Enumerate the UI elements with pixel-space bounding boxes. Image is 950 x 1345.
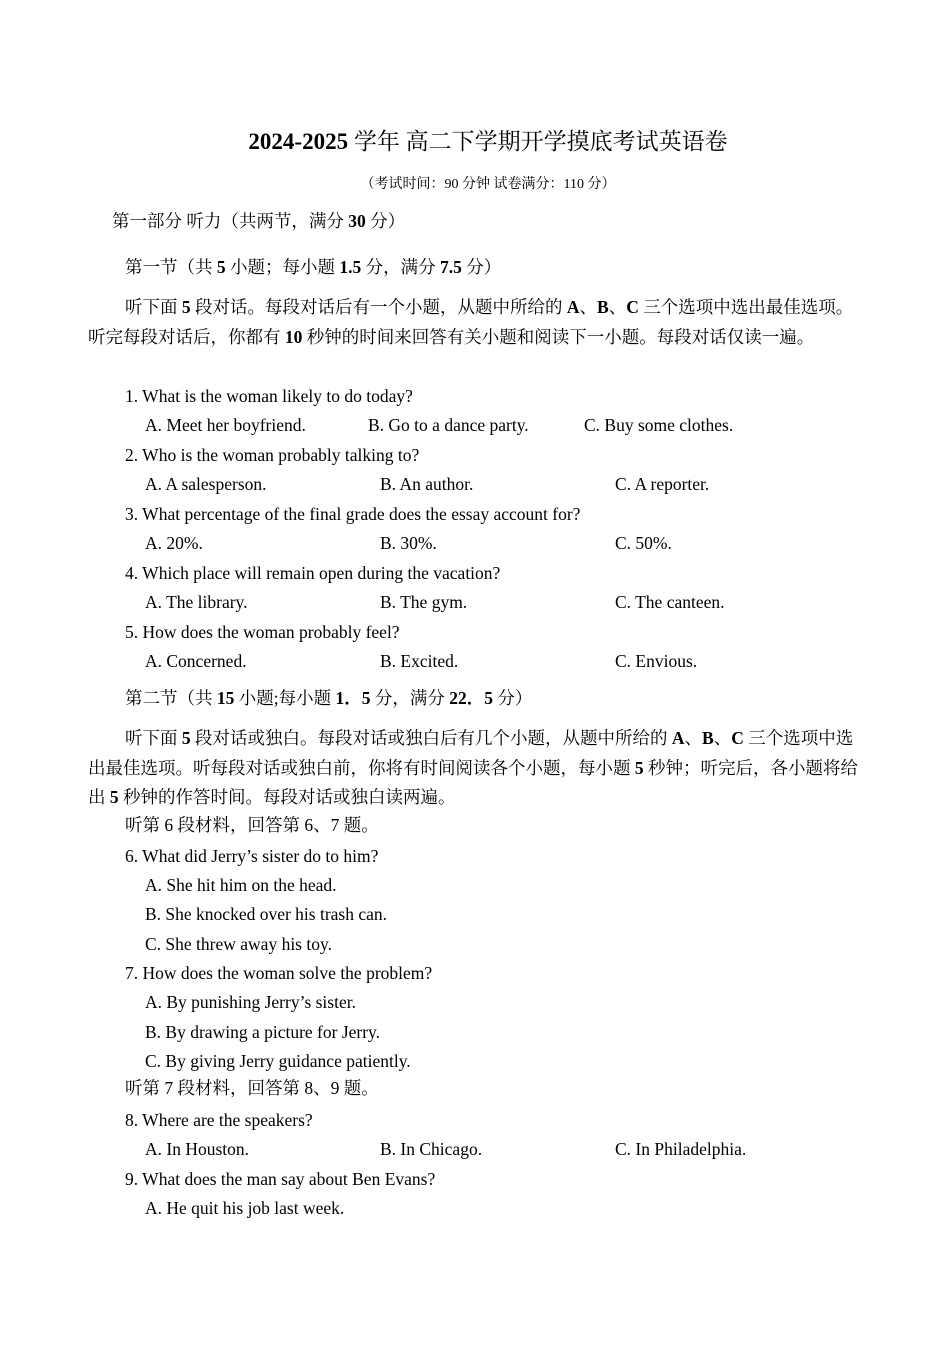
q3-option-b: B. 30%.	[380, 533, 437, 553]
s1-h-b: 小题；每小题	[225, 257, 340, 277]
s2-i12: 5	[109, 787, 119, 807]
part1-score: 30	[348, 211, 366, 231]
s1-h-a: 第一节（共	[125, 257, 217, 277]
s2-each: 1．5	[335, 688, 371, 708]
q2-option-b: B. An author.	[380, 474, 474, 494]
q6-option-c: C. She threw away his toy.	[145, 934, 332, 954]
s2-i10: 5	[634, 757, 644, 778]
group-6-instruction: 听第 6 段材料，回答第 6、7 题。	[125, 815, 379, 835]
s2-i6: B	[702, 728, 714, 748]
s1-each: 1.5	[339, 257, 362, 277]
s1-i6: B	[597, 297, 609, 317]
s2-i3: 段对话或独白。每段对话或独白后有几个小题，从题中所给的	[190, 728, 672, 748]
question-5: 5. How does the woman probably feel?	[125, 622, 400, 642]
s1-i9: 三个选项中选出最佳选项。听完每段对话后，你都有	[88, 297, 854, 347]
q5-option-a: A. Concerned.	[145, 651, 247, 671]
q7-option-a: A. By punishing Jerry’s sister.	[145, 992, 356, 1012]
q4-option-c: C. The canteen.	[615, 592, 725, 612]
s2-h-a: 第二节（共	[125, 688, 217, 708]
s2-i7: 、	[713, 728, 732, 748]
part1-heading-text: 第一部分 听力（共两节，满分	[112, 211, 349, 231]
q1-option-c: C. Buy some clothes.	[584, 415, 734, 435]
part1-heading-end: 分）	[365, 211, 406, 231]
s2-i4: A	[671, 728, 685, 748]
s2-h-b: 小题;每小题	[234, 688, 336, 708]
title-year: 2024-2025	[248, 129, 349, 154]
s2-i1: 听下面	[125, 728, 182, 748]
s2-i5: 、	[684, 728, 703, 748]
s1-h-c: 分，满分	[361, 257, 440, 277]
question-9: 9. What does the man say about Ben Evans?	[125, 1169, 436, 1189]
q2-option-c: C. A reporter.	[615, 474, 710, 494]
s1-i2: 5	[181, 297, 191, 317]
s2-i13: 秒钟的作答时间。每段对话或独白读两遍。	[118, 787, 456, 807]
section2-instructions	[88, 724, 868, 813]
q6-option-b: B. She knocked over his trash can.	[145, 904, 388, 924]
q5-option-c: C. Envious.	[615, 651, 698, 671]
s2-count: 15	[216, 688, 235, 708]
q8-option-c: C. In Philadelphia.	[615, 1139, 747, 1159]
section1-heading	[125, 256, 501, 278]
s1-i8: C	[626, 297, 639, 317]
question-3: 3. What percentage of the final grade does the essay account for?	[125, 504, 581, 524]
section1-instructions	[88, 293, 868, 352]
question-7: 7. How does the woman solve the problem?	[125, 963, 433, 983]
s2-h-c: 分，满分	[370, 688, 450, 708]
s2-h-d: 分）	[493, 688, 533, 708]
q8-option-b: B. In Chicago.	[380, 1139, 483, 1159]
q9-option-a: A. He quit his job last week.	[145, 1198, 345, 1218]
q3-option-a: A. 20%.	[145, 533, 203, 553]
s2-i9: 三个选项中选出最佳选项。听每段对话或独白前，你将有时间阅读各个小题，每小题	[88, 728, 854, 778]
s2-i8: C	[731, 728, 744, 748]
s1-i3: 段对话。每段对话后有一个小题，从题中所给的	[190, 297, 567, 317]
s2-total: 22．5	[449, 688, 493, 708]
q3-option-c: C. 50%.	[615, 533, 672, 553]
s1-i4: A	[566, 297, 580, 317]
question-2: 2. Who is the woman probably talking to?	[125, 445, 420, 465]
q6-option-a: A. She hit him on the head.	[145, 875, 337, 895]
s1-i7: 、	[608, 297, 627, 317]
s1-i1: 听下面	[125, 297, 182, 317]
title-text: 学年 高二下学期开学摸底考试英语卷	[353, 129, 728, 154]
exam-info: （考试时间：90 分钟 试卷满分：110 分）	[360, 177, 616, 192]
s1-i5: 、	[579, 297, 598, 317]
page-title	[0, 128, 950, 156]
q4-option-a: A. The library.	[145, 592, 248, 612]
part1-heading	[112, 210, 405, 232]
question-4: 4. Which place will remain open during the vacation?	[125, 563, 501, 583]
s1-count: 5	[216, 257, 226, 277]
group-7-instruction: 听第 7 段材料，回答第 8、9 题。	[125, 1078, 379, 1098]
s1-i11: 秒钟的时间来回答有关小题和阅读下一小题。每段对话仅读一遍。	[302, 326, 815, 347]
q7-option-b: B. By drawing a picture for Jerry.	[145, 1022, 381, 1042]
s2-i11: 秒钟；听完后，各小题将给出	[88, 757, 858, 807]
s1-h-d: 分）	[461, 257, 502, 277]
question-6: 6. What did Jerry’s sister do to him?	[125, 846, 379, 866]
q4-option-b: B. The gym.	[380, 592, 468, 612]
s1-total: 7.5	[440, 257, 462, 277]
question-1: 1. What is the woman likely to do today?	[125, 386, 413, 406]
q1-option-b: B. Go to a dance party.	[368, 415, 529, 435]
q2-option-a: A. A salesperson.	[145, 474, 267, 494]
s1-i10: 10	[284, 326, 303, 347]
s2-i2: 5	[181, 728, 191, 748]
section2-heading	[125, 687, 532, 709]
q1-option-a: A. Meet her boyfriend.	[145, 415, 306, 435]
q5-option-b: B. Excited.	[380, 651, 459, 671]
q8-option-a: A. In Houston.	[145, 1139, 250, 1159]
q7-option-c: C. By giving Jerry guidance patiently.	[145, 1051, 411, 1071]
question-8: 8. Where are the speakers?	[125, 1110, 313, 1130]
